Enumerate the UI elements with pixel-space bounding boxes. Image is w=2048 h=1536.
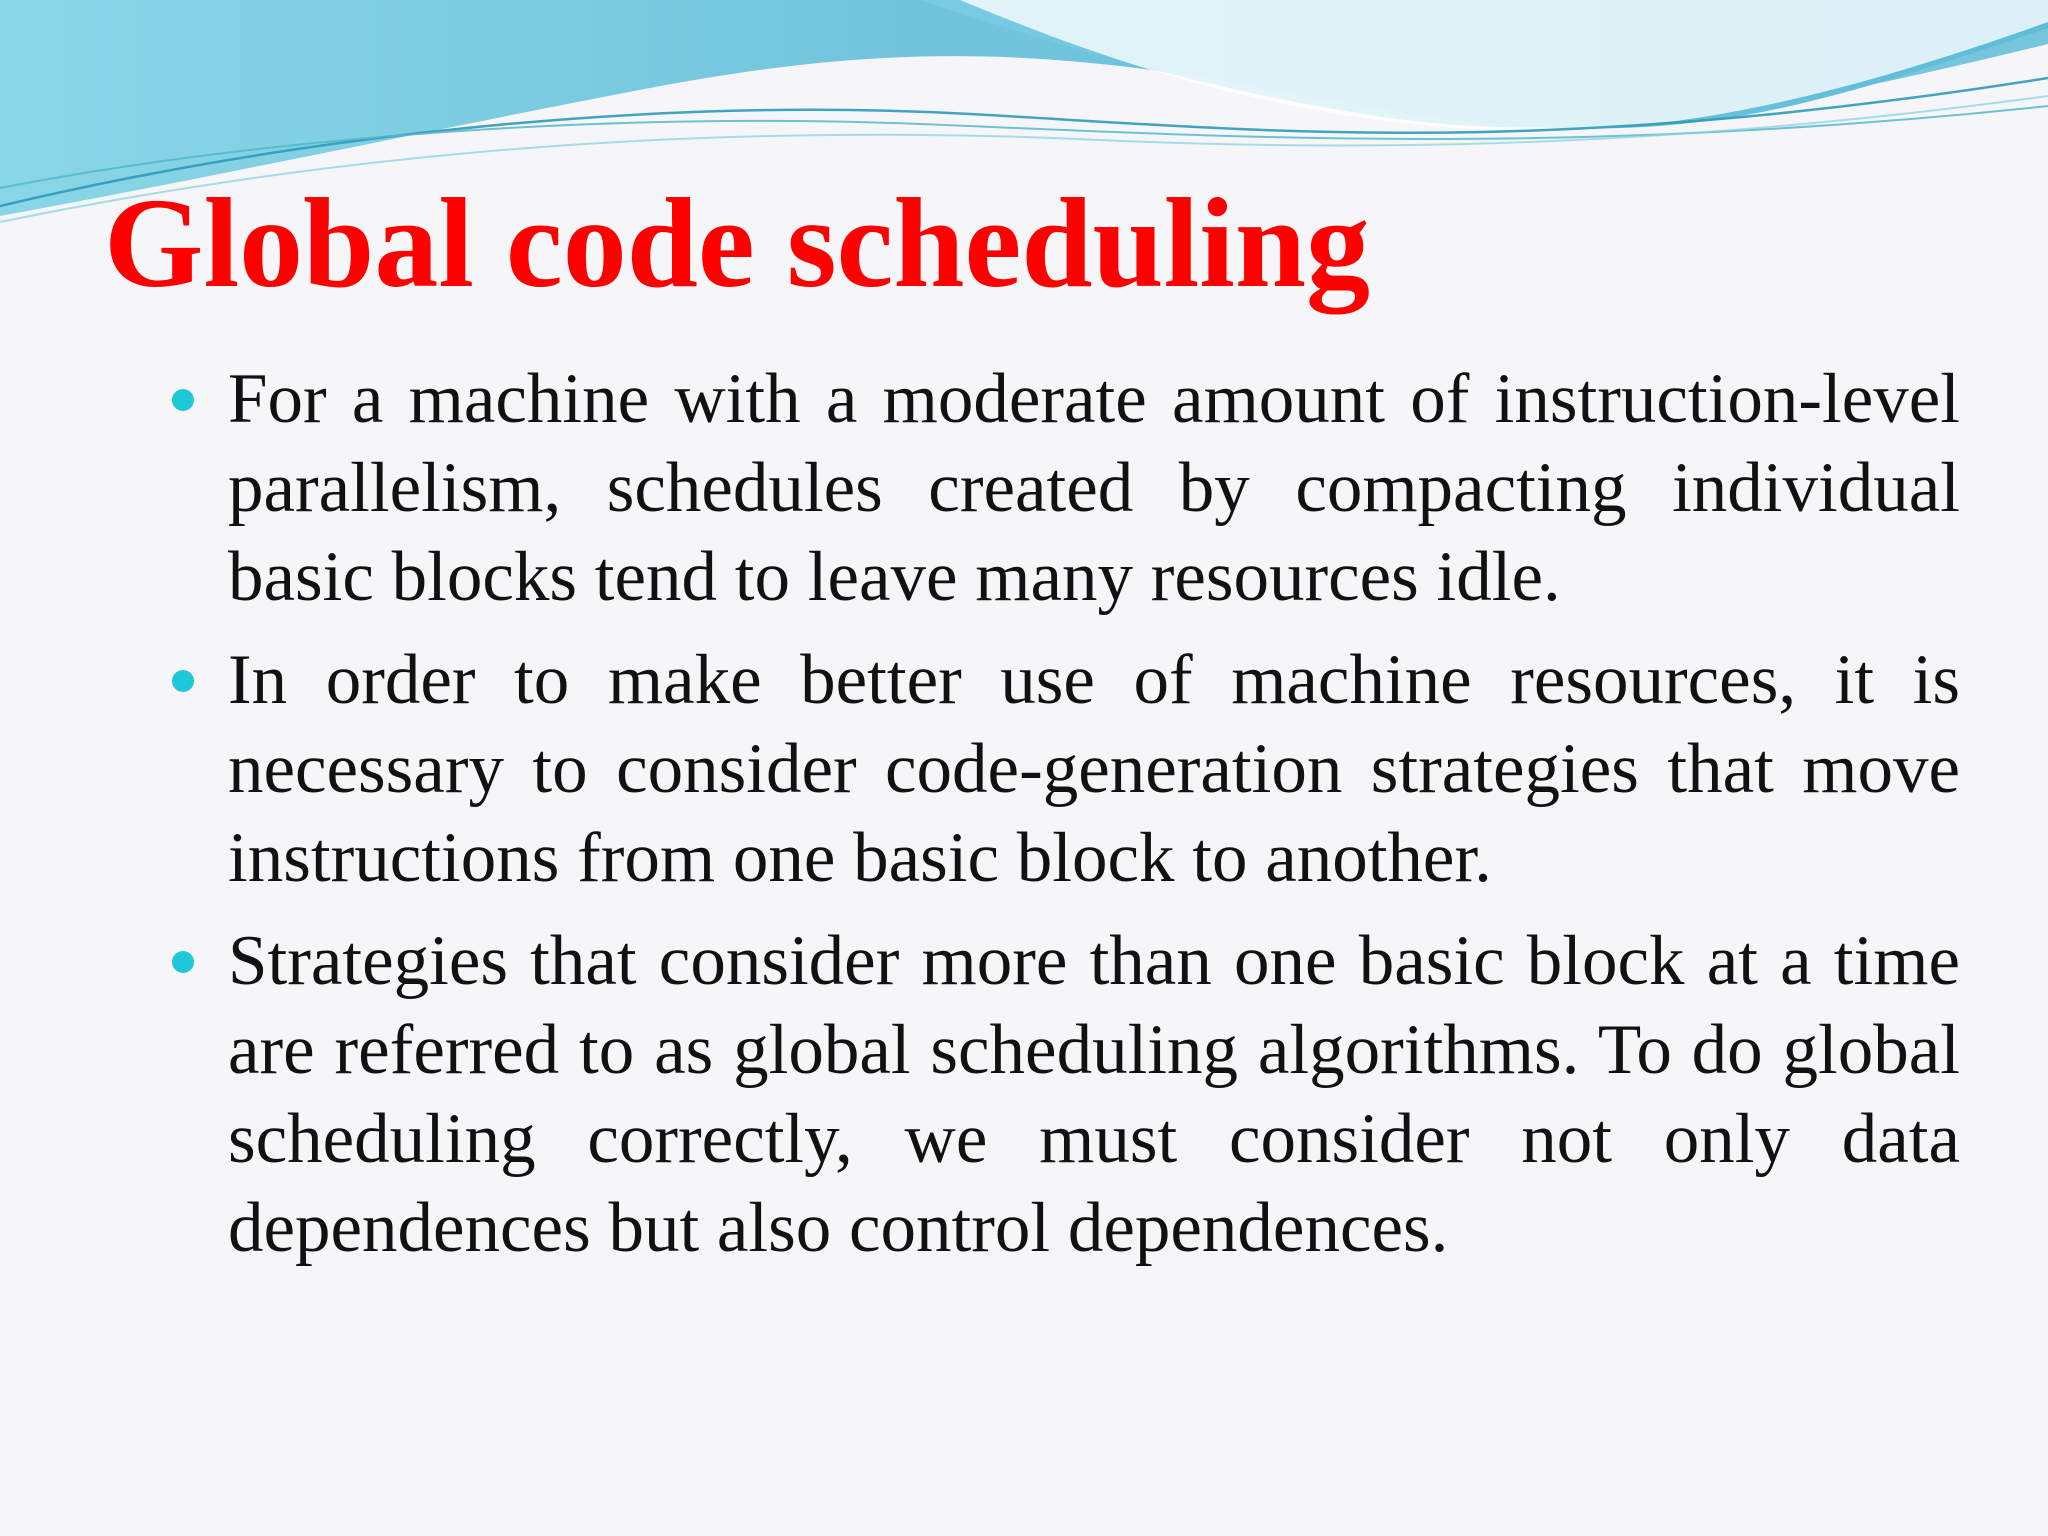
slide-title: Global code scheduling xyxy=(104,172,1370,314)
bullet-item-1 xyxy=(172,355,1960,622)
bullet-item-3 xyxy=(172,917,1960,1273)
bullet-item-2 xyxy=(172,636,1960,903)
round-bullet-icon xyxy=(172,951,194,973)
round-bullet-icon xyxy=(172,389,194,411)
bullet-text-3: Strategies that consider more than one basic block at a time are referred to as global scheduling algorithms. To do global scheduling correctly, we must consider not only data dependences but also control dependences. xyxy=(228,922,1960,1267)
bullet-text-1: For a machine with a moderate amount of instruction-level parallelism, schedules created by compacting individual basic blocks tend to leave many resources idle. xyxy=(228,360,1960,616)
bullet-list xyxy=(172,355,1960,1287)
bullet-text-2: In order to make better use of machine resources, it is necessary to consider code-generation strategies that move instructions from one basic block to another. xyxy=(228,641,1960,897)
round-bullet-icon xyxy=(172,670,194,692)
